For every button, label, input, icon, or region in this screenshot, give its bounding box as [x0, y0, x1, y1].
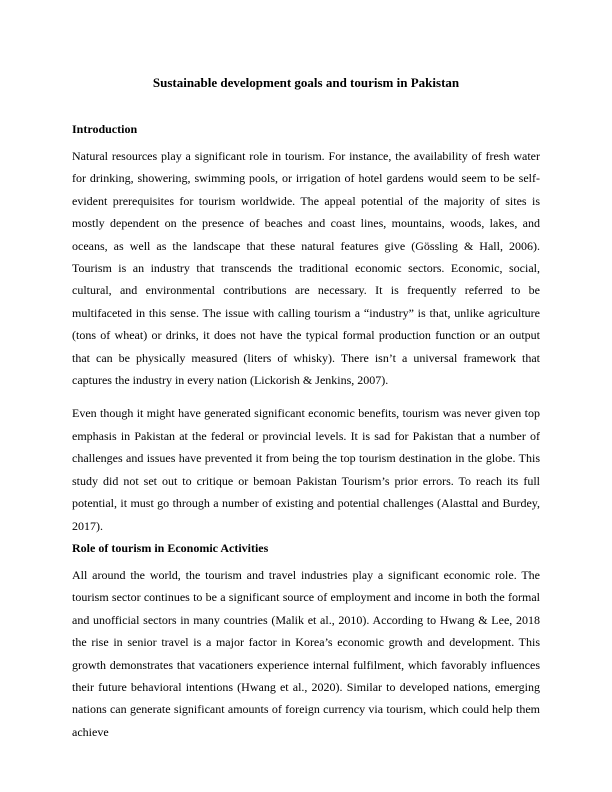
section-heading-introduction: Introduction: [72, 122, 138, 136]
section-heading-role-of-tourism: Role of tourism in Economic Activities: [72, 540, 269, 555]
paragraph: All around the world, the tourism and travel industries play a significant economic role. The tourism sector continues to be a significant source of employment and income in both the formal and unofficial sectors in many countries (Malik et al., 2010). According to Hwang & Lee, 2018 the rise in senior travel is a major factor in Korea’s economic growth and development. This growth demonstrates that vacationers experience internal fulfilment, which favorably influences their future behavioral intentions (Hwang et al., 2020). Similar to developed nations, emerging nations can generate significant amounts of foreign currency via tourism, which could help them achieve: [72, 567, 540, 739]
section-introduction: [72, 118, 540, 537]
document-title: Sustainable development goals and tourism in Pakistan: [152, 75, 460, 90]
section-role-of-tourism: [72, 537, 540, 743]
paragraph: Even though it might have generated significant economic benefits, tourism was never given top emphasis in Pakistan at the federal or provincial levels. It is sad for Pakistan that a number of challenges and issues have prevented it from being the top tourism destination in the globe. This study did not set out to critique or bemoan Pakistan Tourism’s prior errors. To reach its full potential, it must go through a number of existing and potential challenges (Alasttal and Burdey, 2017).: [72, 406, 540, 533]
paragraph: Natural resources play a significant role in tourism. For instance, the availability of fresh water for drinking, showering, swimming pools, or irrigation of hotel gardens would seem to be self-evident prerequisites for tourism worldwide. The appeal potential of the majority of sites is mostly dependent on the presence of beaches and coast lines, mountains, woods, lakes, and oceans, as well as the landscape that these natural features give (Gössling & Hall, 2006). Tourism is an industry that transcends the traditional economic sectors. Economic, social, cultural, and environmental contributions are necessary. It is frequently referred to be multifaceted in this sense. The issue with calling tourism a “industry” is that, unlike agriculture (tons of wheat) or drinks, it does not have the typical formal production function or an output that can be physically measured (liters of whisky). There isn’t a universal framework that captures the industry in every nation (Lickorish & Jenkins, 2007).: [72, 149, 540, 388]
